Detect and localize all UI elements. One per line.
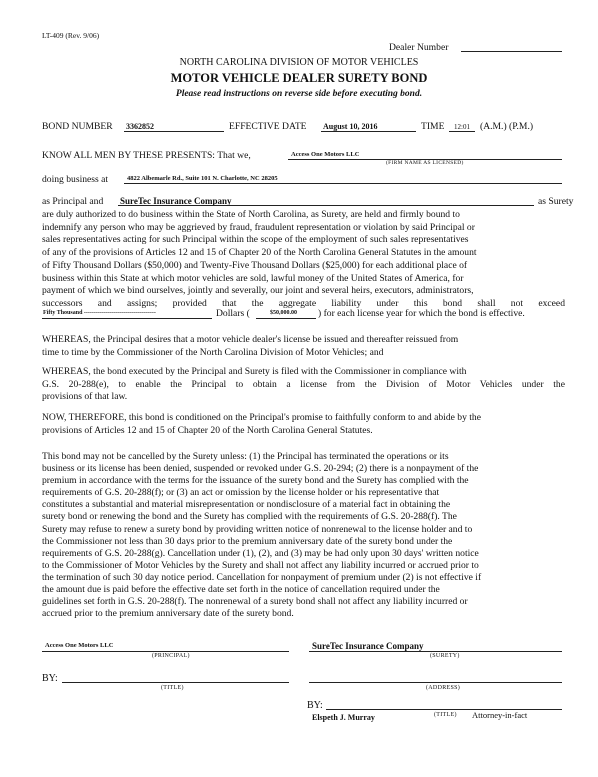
paragraph-line: This bond may not be cancelled by the Surety unless: (1) the Principal has terminated the operations or its xyxy=(42,451,449,462)
sig-principal-caption: (PRINCIPAL) xyxy=(152,653,190,659)
amount-words-underline xyxy=(42,318,212,319)
paragraph-line: NOW, THEREFORE, this bond is conditioned on the Principal's promise to faithfully conform to and abide by the xyxy=(42,412,481,423)
amount-tail: ) for each license year for which the bond is effective. xyxy=(318,308,525,319)
paragraph-line: the termination of such 30 day notice period. Cancellation for nonpayment of premium under (2) is not effective if xyxy=(42,571,482,583)
signer-name: Elspeth J. Murray xyxy=(312,713,375,722)
bond-number-value[interactable]: 3362852 xyxy=(126,122,154,131)
business-label: doing business at xyxy=(42,174,109,185)
bond-number-label: BOND NUMBER xyxy=(42,121,113,132)
am-pm: (A.M.) (P.M.) xyxy=(480,121,534,132)
obligation-paragraph xyxy=(42,209,565,311)
sig-address-line[interactable] xyxy=(309,682,562,683)
cancellation-paragraph xyxy=(42,451,565,620)
signer-title-caption: (TITLE) xyxy=(434,712,457,718)
sig-title-caption: (TITLE) xyxy=(161,685,184,691)
paragraph-line: payment of which we bind ourselves, jointly and severally, our joint and several heirs, executors, administrators, xyxy=(42,285,474,297)
paragraph-line: time to time by the Commissioner of the North Carolina Division of Motor Vehicles; and xyxy=(42,346,384,358)
form-instructions: Please read instructions on reverse side before executing bond. xyxy=(175,89,423,99)
paragraph-line: guidelines set forth in G.S. 20-288(f). The nonrenewal of a surety bond shall not affect any liability incurred or xyxy=(42,596,468,608)
paragraph-line: requirements of G.S. 20-288(f); or (3) an act or omission by the license holder or his representative that xyxy=(42,487,440,499)
sig-by-label: BY: xyxy=(42,673,58,684)
now-therefore-paragraph xyxy=(42,412,565,437)
bond-number-underline xyxy=(124,131,224,132)
amount-words[interactable]: Fifty Thousand ------------------------------------ xyxy=(43,310,156,316)
whereas-filed-paragraph xyxy=(42,366,565,404)
paragraph-line: the amount due is paid before the effective date set forth in the notice of cancellation required under the xyxy=(42,584,440,596)
paragraph-line: to the Commissioner of Motor Vehicles by the Surety and shall not affect any liability incurred or accrued prior to xyxy=(42,559,479,571)
know-all-lead: KNOW ALL MEN BY THESE PRESENTS: That we, xyxy=(42,150,251,161)
sig-by2-label: BY: xyxy=(307,700,323,711)
surety-name-underline xyxy=(118,205,534,206)
whereas-license-paragraph xyxy=(42,334,565,359)
signer-title: Attorney-in-fact xyxy=(472,710,528,720)
time-label: TIME xyxy=(421,121,445,132)
form-title: MOTOR VEHICLE DEALER SURETY BOND xyxy=(170,71,428,85)
time-value[interactable]: 12:01 xyxy=(454,123,470,131)
effective-date-value[interactable]: August 10, 2016 xyxy=(323,122,378,131)
paragraph-line: indemnify any person who may be aggrieved by fraud, fraudulent representation or violation by said Principal or xyxy=(42,221,475,233)
paragraph-line: the Commissioner not less than 30 days prior to the premium anniversary date of the surety bond under the xyxy=(42,535,453,547)
business-address-underline xyxy=(124,183,562,184)
dealer-number-field[interactable] xyxy=(461,51,562,52)
agency-name: NORTH CAROLINA DIVISION OF MOTOR VEHICLES xyxy=(179,57,419,68)
paragraph-line: provisions of that law. xyxy=(42,391,128,403)
sig-by-line[interactable] xyxy=(62,682,289,683)
paragraph-line: business within this State at which motor vehicles are sold, lawful money of the United States of America, for xyxy=(42,272,464,284)
sig-surety-name[interactable]: SureTec Insurance Company xyxy=(312,641,424,651)
paragraph-line: Surety may refuse to renew a surety bond by providing written notice of nonrenewal to the license holder and to xyxy=(42,523,473,535)
dealer-number-label: Dealer Number xyxy=(389,42,449,53)
paragraph-line: of Fifty Thousand Dollars ($50,000) and Twenty-Five Thousand Dollars ($25,000) for each additional place of xyxy=(42,259,468,271)
paragraph-line: business or its license has been denied, suspended or revoked under G.S. 20-294; (2) there is a nonpayment of the xyxy=(42,463,479,475)
amount-figure[interactable]: $50,000.00 xyxy=(270,310,297,316)
sig-surety-line xyxy=(309,651,562,652)
paragraph-line: WHEREAS, the bond executed by the Principal and Surety is filed with the Commissioner in compliance with xyxy=(42,366,467,377)
paragraph-line: sales representatives acting for such Principal within the scope of the employment of such sales representatives xyxy=(42,234,469,246)
sig-principal-name[interactable]: Access One Motors LLC xyxy=(45,642,114,649)
effective-date-label: EFFECTIVE DATE xyxy=(229,121,307,132)
time-underline xyxy=(449,131,475,132)
business-address[interactable]: 4822 Albemarle Rd., Suite 101 N. Charlotte, NC 28205 xyxy=(127,175,278,182)
paragraph-line: constitutes a substantial and material misrepresentation or nondisclosure of a material fact in obtaining the xyxy=(42,499,451,511)
paragraph-line: requirements of G.S. 20-288(g). Cancellation under (1), (2), and (3) may be had only upon 30 days' written notice xyxy=(42,547,479,559)
paragraph-line: surety bond or renewing the bond and the Surety has complied with the requirements of G.S. 20-288(f). The xyxy=(42,511,457,523)
amount-figure-underline xyxy=(256,318,316,319)
paragraph-line: provisions of Articles 12 and 15 of Chapter 20 of the North Carolina General Statutes. xyxy=(42,424,373,436)
paragraph-line: are duly authorized to do business within the State of North Carolina, as Surety, are held and firmly bound to xyxy=(42,209,460,220)
effective-date-underline xyxy=(321,131,416,132)
surety-tail: as Surety xyxy=(538,196,574,207)
paragraph-line: premium in accordance with the terms for the issuance of the surety bond and the Surety has complied with the xyxy=(42,475,469,487)
dollars-label: Dollars ( xyxy=(216,308,250,319)
principal-lead: as Principal and xyxy=(42,196,104,207)
paragraph-line: G.S. 20-288(e), to enable the Principal to obtain a license from the Division of Motor Vehicles under the xyxy=(42,378,565,390)
paragraph-line: successors and assigns; provided that the aggregate liability under this bond shall not exceed xyxy=(42,297,565,309)
principal-name[interactable]: Access One Motors LLC xyxy=(291,151,360,158)
paragraph-line: of any of the provisions of Articles 12 and 15 of Chapter 20 of the North Carolina General Statutes in the amount xyxy=(42,247,477,259)
firm-name-caption: (FIRM NAME AS LICENSED) xyxy=(386,160,464,166)
sig-surety-caption: (SURETY) xyxy=(430,653,460,659)
form-id: LT-409 (Rev. 9/06) xyxy=(42,31,100,40)
sig-principal-line xyxy=(42,651,289,652)
paragraph-line: accrued prior to the premium anniversary date of the surety bond. xyxy=(42,608,294,620)
sig-address-caption: (ADDRESS) xyxy=(426,685,461,691)
paragraph-line: WHEREAS, the Principal desires that a motor vehicle dealer's license be issued and thereafter reissued from xyxy=(42,334,459,345)
surety-name[interactable]: SureTec Insurance Company xyxy=(120,196,232,206)
